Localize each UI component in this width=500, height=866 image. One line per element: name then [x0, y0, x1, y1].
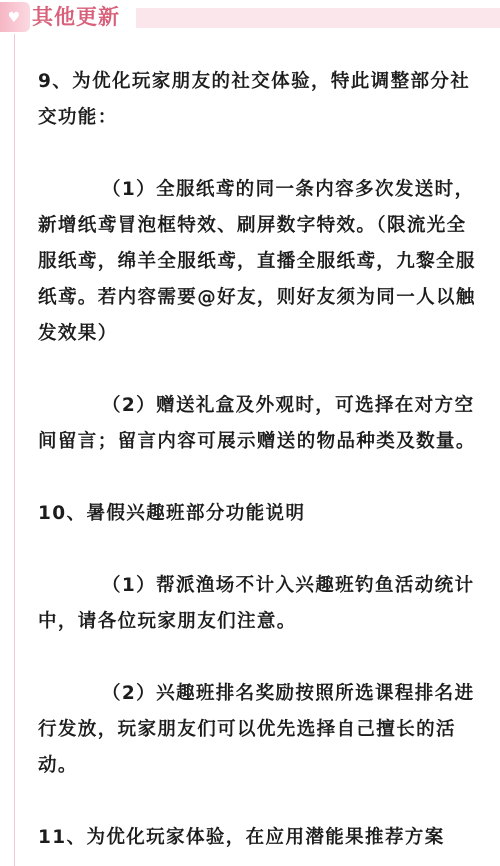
article-body — [38, 64, 478, 856]
paragraph-10-item-1: （1）帮派渔场不计入兴趣班钓鱼活动统计中，请各位玩家朋友们注意。 — [38, 575, 475, 632]
paragraph-9-item-1: （1）全服纸鸢的同一条内容多次发送时，新增纸鸢冒泡框特效、刷屏数字特效。（限流光全服纸鸢，绵羊全服纸鸢，直播全服纸鸢，九黎全服纸鸢。若内容需要@好友，则好友须为同一人以触发效果） — [38, 179, 476, 344]
paragraph-10-item-2: （2）兴趣班排名奖励按照所选课程排名进行发放，玩家朋友们可以优先选择自己擅长的活动。 — [38, 683, 475, 776]
paragraph-9-heading: 9、为优化玩家朋友的社交体验，特此调整部分社交功能： — [38, 71, 471, 128]
spacer — [38, 532, 478, 568]
left-divider — [14, 34, 15, 866]
header-bar — [136, 8, 500, 28]
paragraph-11-heading: 11、为优化玩家体验，在应用潜能果推荐方案 — [38, 827, 445, 848]
spacer — [38, 640, 478, 676]
header-accent — [0, 2, 30, 32]
spacer — [38, 352, 478, 388]
section-header — [0, 0, 500, 34]
paragraph-9-item-2: （2）赠送礼盒及外观时，可选择在对方空间留言；留言内容可展示赠送的物品种类及数量。 — [38, 395, 476, 452]
spacer — [38, 136, 478, 172]
heart-icon: ♥ — [7, 10, 21, 26]
paragraph-10-heading: 10、暑假兴趣班部分功能说明 — [38, 503, 306, 524]
section-title: 其他更新 — [32, 5, 120, 29]
spacer — [38, 460, 478, 496]
spacer — [38, 784, 478, 820]
